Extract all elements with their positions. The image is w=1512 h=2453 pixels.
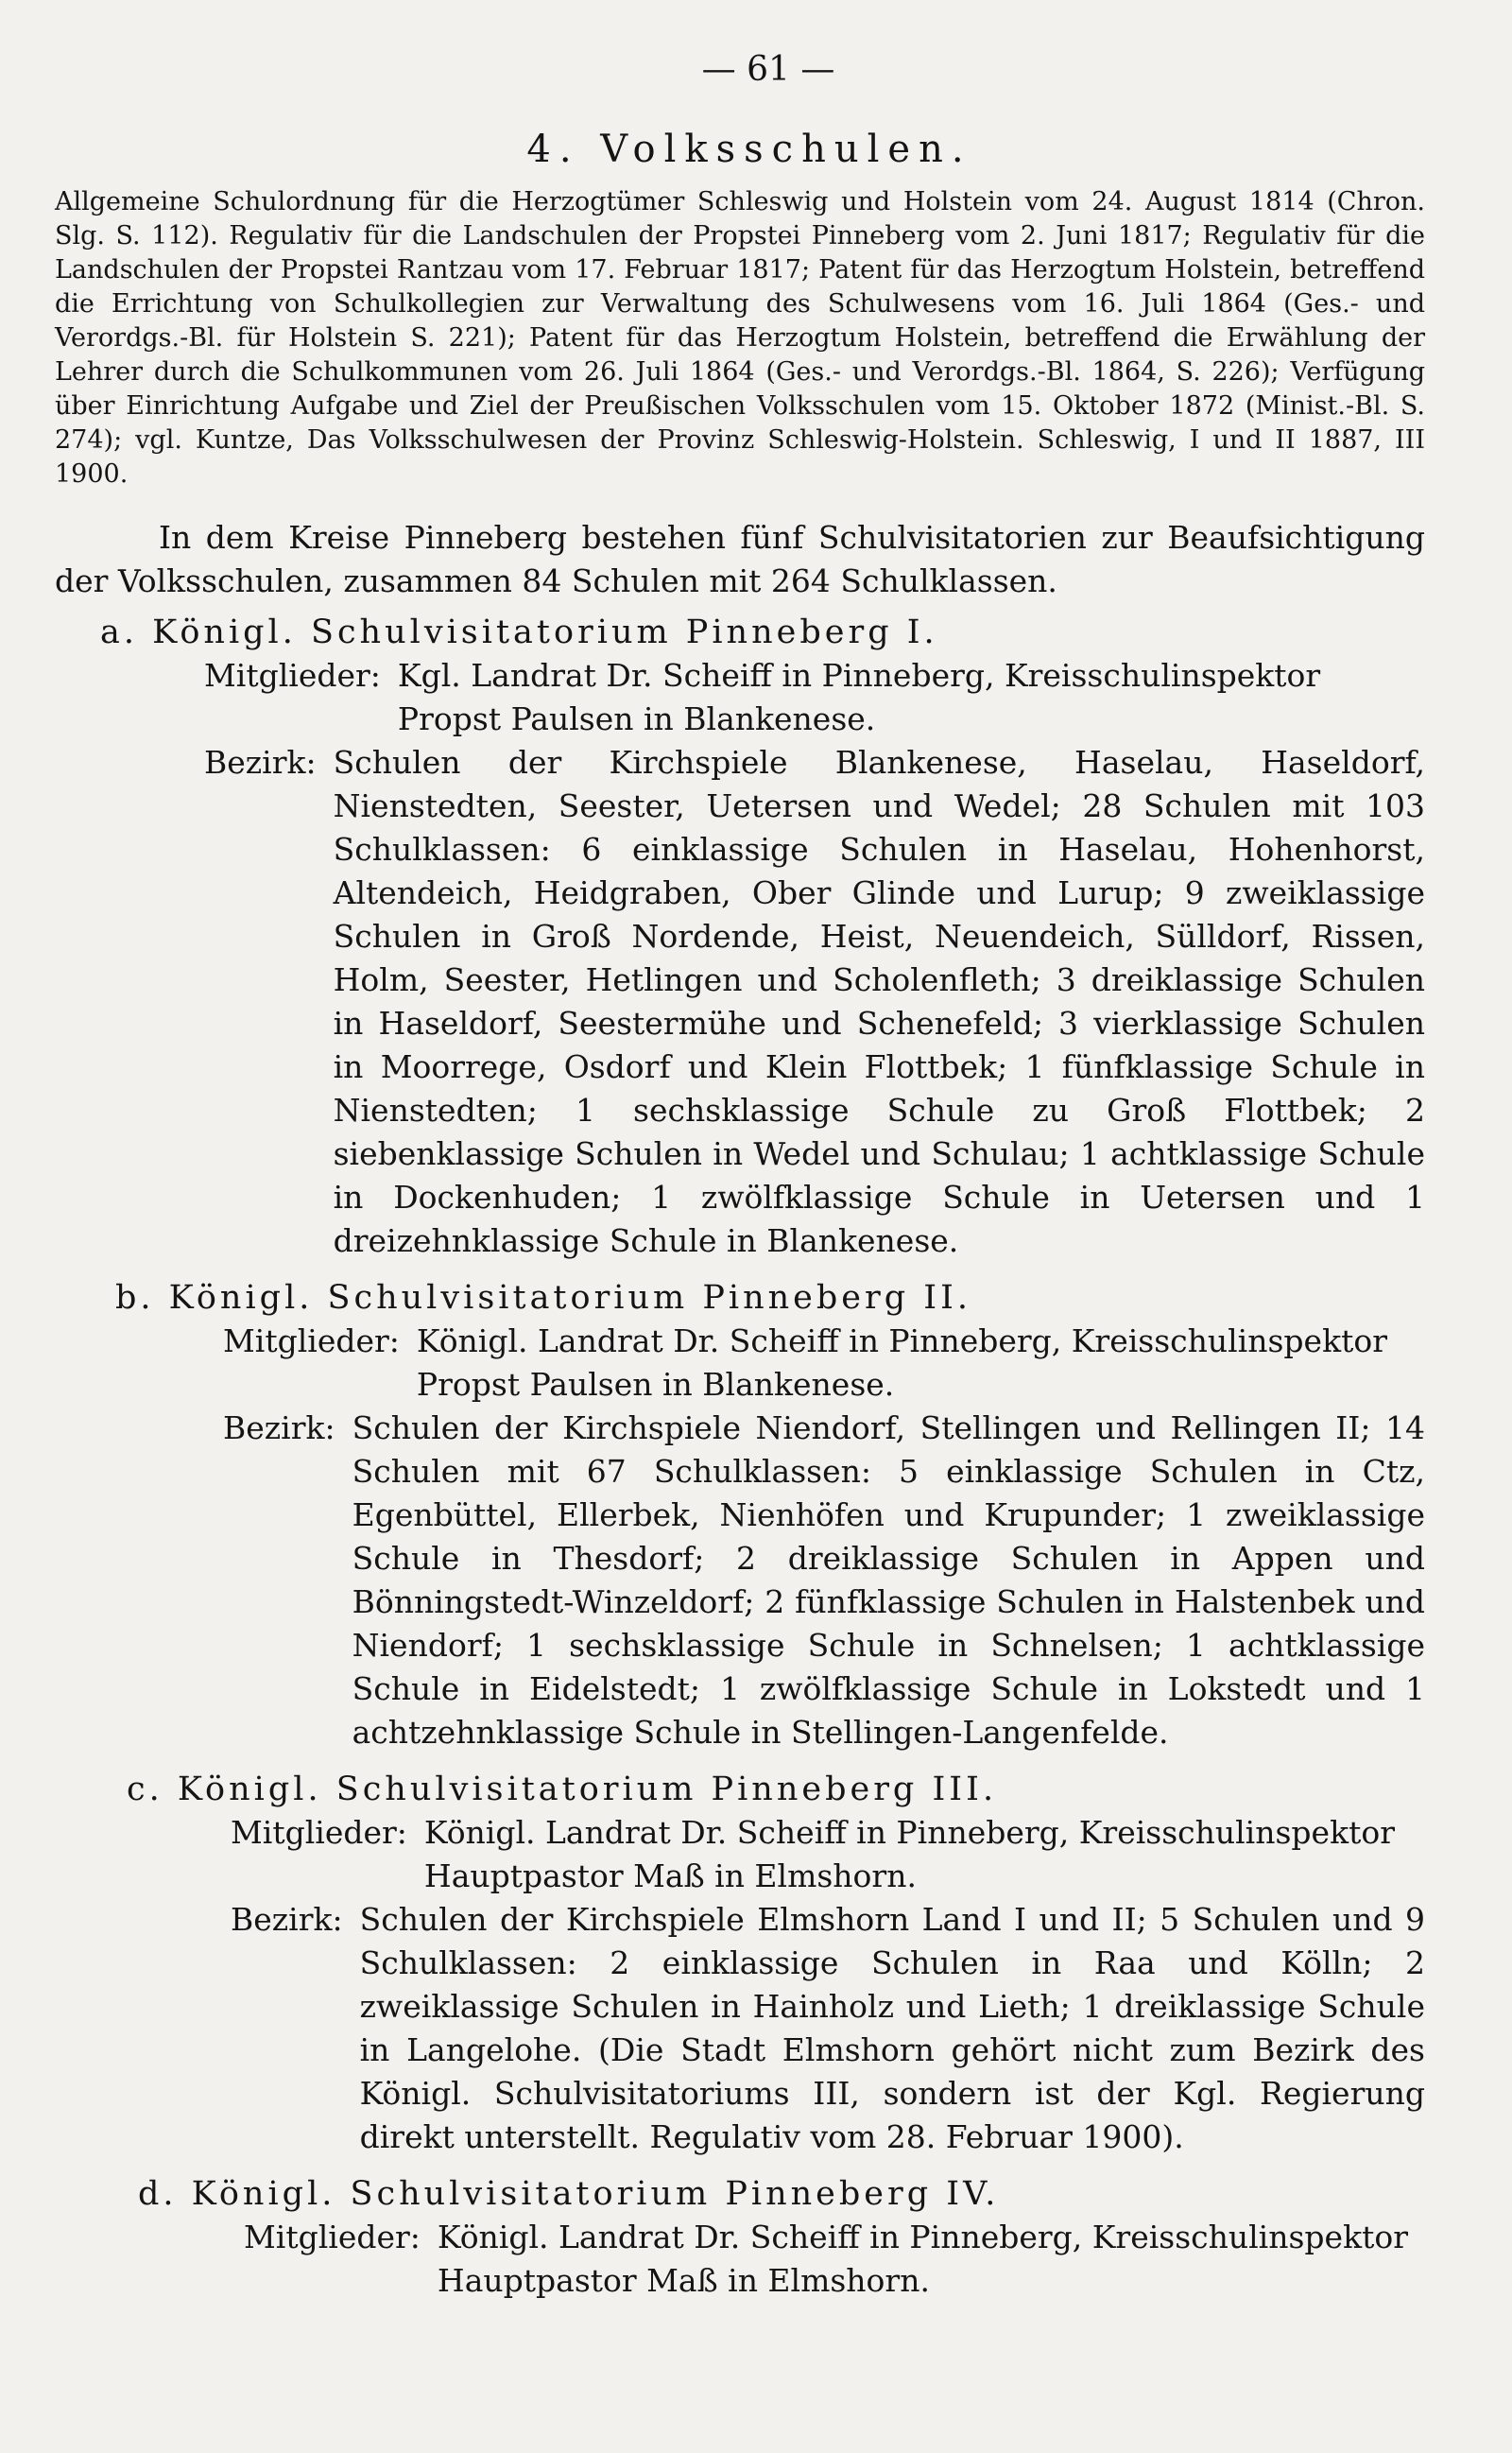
members-line: Königl. Landrat Dr. Scheiff in Pinneberg, Kreisschulinspektor	[416, 1322, 1387, 1359]
bezirk-row	[204, 741, 1425, 1263]
members-text	[424, 1811, 1425, 1898]
bezirk-row	[223, 1407, 1425, 1754]
bezirk-text: Schulen der Kirchspiele Blankenese, Haselau, Haseldorf, Nienstedten, Seester, Uetersen und Wedel; 28 Schulen mit 103 Schulklassen: 6 einklassige Schulen in Haselau, Hohenhorst, Altendeich, Heidgraben, Ober Glinde und Lurup; 9 zweiklassige Schulen in Groß Nordende, Heist, Neuendeich, Sülldorf, Rissen, Holm, Seester, Hetlingen und Scholenfleth; 3 dreiklassige Schulen in Haseldorf, Seestermühe und Schenefeld; 3 vierklassige Schulen in Moorrege, Osdorf und Klein Flottbek; 1 fünfklassige Schule in Nienstedten; 1 sechsklassige Schule zu Groß Flottbek; 2 siebenklassige Schulen in Wedel und Schulau; 1 achtklassige Schule in Dockenhuden; 1 zwölfklassige Schule in Uetersen und 1 dreizehnklassige Schule in Blankenese.	[333, 744, 1425, 1259]
district-body	[55, 2216, 1425, 2303]
members-label: Mitglieder:	[223, 1322, 400, 1359]
district-body	[55, 1811, 1425, 2159]
district-b	[55, 1276, 1425, 1754]
bezirk-text: Schulen der Kirchspiele Niendorf, Stellingen und Rellingen II; 14 Schulen mit 67 Schulklassen: 5 einklassige Schulen in Ctz, Egenbüttel, Ellerbek, Nienhöfen und Krupunder; 1 zweiklassige Schule in Thesdorf; 2 dreiklassige Schulen in Appen und Bönningstedt-Winzeldorf; 2 fünfklassige Schulen in Halstenbek und Niendorf; 1 sechsklassige Schule in Schnelsen; 1 achtklassige Schule in Eidelstedt; 1 zwölfklassige Schule in Lokstedt und 1 achtzehnklassige Schule in Stellingen-Langenfelde.	[352, 1409, 1425, 1751]
district-body	[55, 654, 1425, 1263]
bezirk-label: Bezirk:	[223, 1409, 335, 1446]
district-heading: d. Königl. Schulvisitatorium Pinneberg IV.	[138, 2175, 1000, 2213]
members-text	[398, 654, 1425, 741]
bezirk-text: Schulen der Kirchspiele Elmshorn Land I und II; 5 Schulen und 9 Schulklassen: 2 einklassige Schulen in Raa und Kölln; 2 zweiklassige Schulen in Hainholz und Lieth; 1 dreiklassige Schule in Langelohe. (Die Stadt Elmshorn gehört nicht zum Bezirk des Königl. Schulvisitatoriums III, sondern ist der Kgl. Regierung direkt unterstellt. Regulativ vom 28. Februar 1900).	[359, 1901, 1425, 2155]
district-a	[55, 611, 1425, 1263]
members-label: Mitglieder:	[204, 657, 381, 694]
members-text	[417, 1320, 1425, 1407]
district-body	[55, 1320, 1425, 1754]
lead-paragraph: In dem Kreise Pinneberg bestehen fünf Schulvisitatorien zur Beaufsichtigung der Volksschulen, zusammen 84 Schulen mit 264 Schulklassen.	[55, 519, 1425, 599]
members-line: Königl. Landrat Dr. Scheiff in Pinneberg, Kreisschulinspektor	[437, 2219, 1408, 2255]
legal-references-paragraph: Allgemeine Schulordnung für die Herzogtümer Schleswig und Holstein vom 24. August 1814 (Chron. Slg. S. 112). Regulativ für die Landschulen der Propstei Pinneberg vom 2. Juni 1817; Regulativ für die Landschulen der Propstei Rantzau vom 17. Februar 1817; Patent für das Herzogtum Holstein, betreffend die Errichtung von Schulkollegien zur Verwaltung des Schulwesens vom 16. Juli 1864 (Ges.- und Verordgs.-Bl. für Holstein S. 221); Patent für das Herzogtum Holstein, betreffend die Erwählung der Lehrer durch die Schulkommunen vom 26. Juli 1864 (Ges.- und Verordgs.-Bl. 1864, S. 226); Verfügung über Einrichtung Aufgabe und Ziel der Preußischen Volksschulen vom 15. Oktober 1872 (Minist.-Bl. S. 274); vgl. Kuntze, Das Volksschulwesen der Provinz Schleswig-Holstein. Schleswig, I und II 1887, III 1900.	[55, 187, 1425, 489]
members-line: Propst Paulsen in Blankenese.	[397, 700, 876, 737]
members-line: Propst Paulsen in Blankenese.	[416, 1366, 895, 1403]
members-row	[231, 1811, 1425, 1898]
members-label: Mitglieder:	[244, 2219, 421, 2255]
district-d	[55, 2172, 1425, 2303]
page-number: — 61 —	[701, 50, 835, 89]
members-text	[438, 2216, 1425, 2303]
members-row	[223, 1320, 1425, 1407]
members-line: Kgl. Landrat Dr. Scheiff in Pinneberg, Kreisschulinspektor	[397, 657, 1321, 694]
bezirk-label: Bezirk:	[204, 744, 317, 781]
district-heading: a. Königl. Schulvisitatorium Pinneberg I.	[100, 613, 938, 651]
members-label: Mitglieder:	[231, 1814, 407, 1851]
district-c	[55, 1768, 1425, 2159]
district-heading: b. Königl. Schulvisitatorium Pinneberg II.	[115, 1279, 972, 1317]
members-line: Königl. Landrat Dr. Scheiff in Pinneberg, Kreisschulinspektor	[423, 1814, 1395, 1851]
bezirk-row	[231, 1898, 1425, 2159]
members-row	[204, 654, 1425, 741]
bezirk-label: Bezirk:	[231, 1901, 343, 1938]
district-heading: c. Königl. Schulvisitatorium Pinneberg III.	[127, 1771, 998, 1808]
section-title: 4. Volksschulen.	[526, 128, 972, 171]
members-line: Hauptpastor Maß in Elmshorn.	[423, 1857, 917, 1894]
members-line: Hauptpastor Maß in Elmshorn.	[437, 2262, 930, 2299]
members-row	[244, 2216, 1425, 2303]
